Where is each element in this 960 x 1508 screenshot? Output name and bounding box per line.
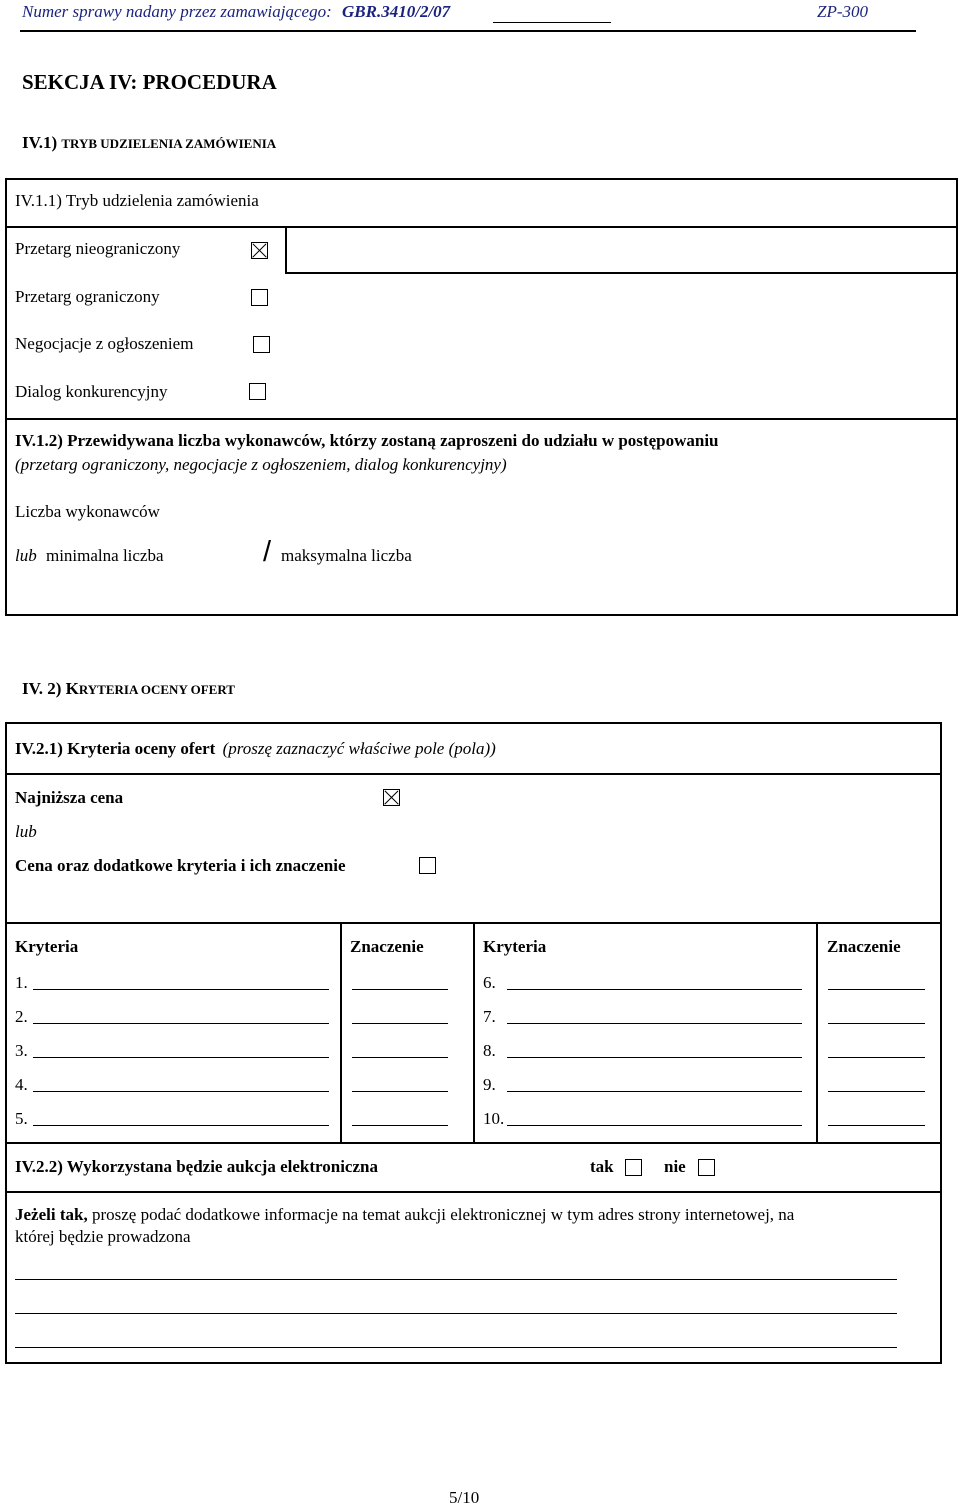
iv1-heading	[22, 133, 276, 153]
checkbox-restricted-tender[interactable]	[251, 289, 268, 306]
col-header-weight-right: Znaczenie	[827, 937, 901, 956]
criteria-number-6: 6.	[483, 973, 496, 992]
page-number: 5/10	[449, 1488, 480, 1507]
lowest-price-label: Najniższa cena	[15, 788, 124, 807]
criteria-line-5[interactable]	[33, 1125, 329, 1126]
info-line-3[interactable]	[15, 1347, 897, 1348]
weight-line-9[interactable]	[828, 1091, 925, 1092]
option-label-dialogue: Dialog konkurencyjny	[15, 382, 168, 401]
weight-line-6[interactable]	[828, 989, 925, 990]
if-yes-text-line2: której będzie prowadzona	[15, 1227, 191, 1246]
option-label-restricted: Przetarg ograniczony	[15, 287, 160, 306]
criteria-number-9: 9.	[483, 1075, 496, 1094]
options-divider-vertical	[285, 226, 287, 272]
iv12-title: IV.1.2) Przewidywana liczba wykonawców, którzy zostaną zaproszeni do udziału w postępowaniu	[15, 431, 719, 450]
criteria-number-3: 3.	[15, 1041, 28, 1060]
page-header	[22, 2, 450, 22]
case-number-underline	[493, 22, 611, 23]
weight-line-2[interactable]	[352, 1023, 448, 1024]
criteria-number-1: 1.	[15, 973, 28, 992]
min-max-row	[15, 546, 164, 566]
if-yes-text: proszę podać dodatkowe informacje na temat aukcji elektronicznej w tym adres strony internetowej, na	[87, 1205, 795, 1224]
option-label-negotiations: Negocjacje z ogłoszeniem	[15, 334, 194, 353]
weight-line-3[interactable]	[352, 1057, 448, 1058]
criteria-line-1[interactable]	[33, 989, 329, 990]
checkbox-lowest-price[interactable]	[383, 789, 400, 806]
criteria-line-9[interactable]	[507, 1091, 802, 1092]
checkbox-yes[interactable]	[625, 1159, 642, 1176]
checkbox-competitive-dialogue[interactable]	[249, 383, 266, 400]
criteria-table-col-divider-2	[473, 922, 475, 1144]
iv12-divider	[5, 418, 958, 420]
criteria-number-2: 2.	[15, 1007, 28, 1026]
criteria-table-col-divider-3	[816, 922, 818, 1144]
weight-line-10[interactable]	[828, 1125, 925, 1126]
criteria-line-7[interactable]	[507, 1023, 802, 1024]
iv2-heading-prefix: IV. 2)	[22, 679, 62, 698]
if-yes-instructions	[15, 1205, 794, 1225]
iv2-heading-text: RYTERIA OCENY OFERT	[78, 682, 235, 697]
no-label: nie	[664, 1157, 686, 1176]
criteria-line-10[interactable]	[507, 1125, 802, 1126]
info-line-2[interactable]	[15, 1313, 897, 1314]
iv11-title: IV.1.1) Tryb udzielenia zamówienia	[15, 191, 259, 210]
col-header-criteria-left: Kryteria	[15, 937, 79, 956]
iv11-divider	[5, 226, 958, 228]
iv1-heading-prefix: IV.1)	[22, 133, 58, 152]
options-divider-horizontal	[285, 272, 958, 274]
criteria-number-5: 5.	[15, 1109, 28, 1128]
criteria-line-2[interactable]	[33, 1023, 329, 1024]
weight-line-4[interactable]	[352, 1091, 448, 1092]
col-header-criteria-right: Kryteria	[483, 937, 547, 956]
checkbox-no[interactable]	[698, 1159, 715, 1176]
weight-line-7[interactable]	[828, 1023, 925, 1024]
checkbox-negotiations[interactable]	[253, 336, 270, 353]
iv21-heading	[15, 739, 496, 759]
slash-separator: /	[263, 536, 272, 568]
col-header-weight-left: Znaczenie	[350, 937, 424, 956]
criteria-line-8[interactable]	[507, 1057, 802, 1058]
checkbox-price-plus-criteria[interactable]	[419, 857, 436, 874]
or-label: lub	[15, 546, 37, 565]
weight-line-1[interactable]	[352, 989, 448, 990]
iv12-note: (przetarg ograniczony, negocjacje z ogłoszeniem, dialog konkurencyjny)	[15, 455, 507, 474]
iv2-heading-k: K	[65, 679, 79, 698]
criteria-number-4: 4.	[15, 1075, 28, 1094]
info-line-1[interactable]	[15, 1279, 897, 1280]
max-count-label: maksymalna liczba	[281, 546, 412, 565]
weight-line-8[interactable]	[828, 1057, 925, 1058]
criteria-number-8: 8.	[483, 1041, 496, 1060]
criteria-line-3[interactable]	[33, 1057, 329, 1058]
checkbox-unlimited-tender[interactable]	[251, 242, 268, 259]
iv2-heading	[22, 679, 235, 699]
weight-line-5[interactable]	[352, 1125, 448, 1126]
criteria-table-col-divider-1	[340, 922, 342, 1144]
criteria-number-10: 10.	[483, 1109, 505, 1128]
yes-label: tak	[590, 1157, 614, 1176]
iv21-divider	[5, 773, 942, 775]
iv21-title: IV.2.1) Kryteria oceny ofert	[15, 739, 216, 758]
price-plus-criteria-label: Cena oraz dodatkowe kryteria i ich znaczenie	[15, 856, 346, 875]
option-label-unlimited: Przetarg nieograniczony	[15, 239, 181, 258]
iv22-title: IV.2.2) Wykorzystana będzie aukcja elektroniczna	[15, 1157, 378, 1176]
header-rule	[20, 30, 916, 32]
min-count-label: minimalna liczba	[45, 546, 164, 565]
or-label-criteria: lub	[15, 822, 37, 841]
case-number: GBR.3410/2/07	[342, 2, 451, 21]
iv22-divider	[5, 1191, 942, 1193]
iv21-note: (proszę zaznaczyć właściwe pole (pola))	[222, 739, 496, 758]
contractor-count-label: Liczba wykonawców	[15, 502, 160, 521]
if-yes-bold: Jeżeli tak,	[15, 1205, 88, 1224]
criteria-line-4[interactable]	[33, 1091, 329, 1092]
section-title: SEKCJA IV: PROCEDURA	[22, 70, 277, 94]
criteria-line-6[interactable]	[507, 989, 802, 990]
form-code: ZP-300	[817, 2, 868, 21]
iv1-heading-text: TRYB UDZIELENIA ZAMÓWIENIA	[61, 136, 277, 151]
criteria-number-7: 7.	[483, 1007, 496, 1026]
header-prefix: Numer sprawy nadany przez zamawiającego:	[22, 2, 332, 21]
